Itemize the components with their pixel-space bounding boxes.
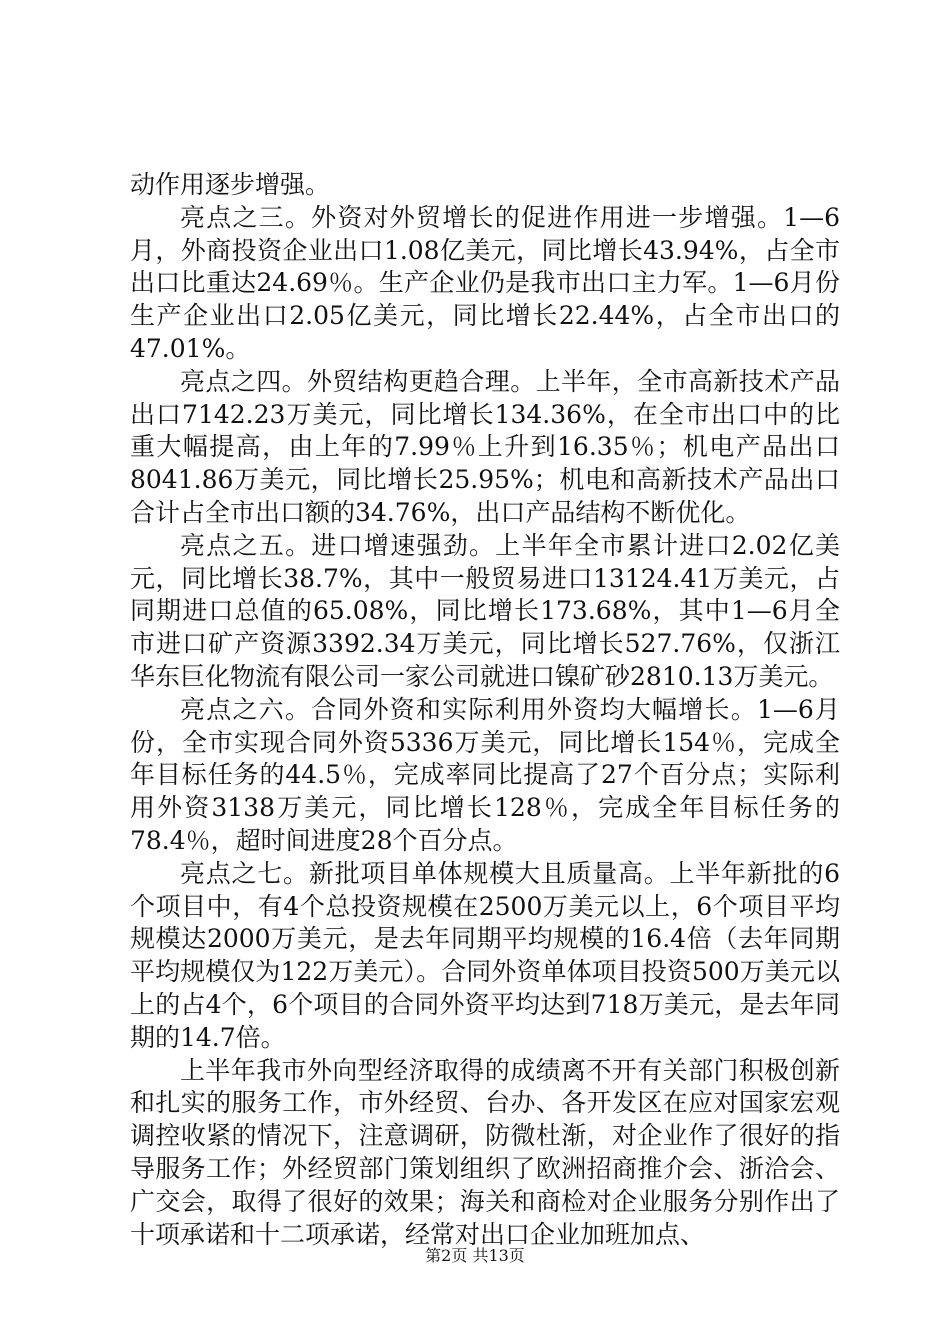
- page-number-footer: 第2页 共13页: [425, 1246, 525, 1265]
- document-body: [130, 169, 840, 1251]
- paragraph-highlight-4: 亮点之四。外贸结构更趋合理。上半年，全市高新技术产品出口7142.23万美元，同比增长134.36%，在全市出口中的比重大幅提高，由上年的7.99％上升到16.35％；机电产品出口8041.86万美元，同比增长25.95%；机电和高新技术产品出口合计占全市出口额的34.76%，出口产品结构不断优化。: [130, 366, 840, 527]
- paragraph-highlight-7: 亮点之七。新批项目单体规模大且质量高。上半年新批的6个项目中，有4个总投资规模在2500万美元以上，6个项目平均规模达2000万美元，是去年同期平均规模的16.4倍（去年同期平均规模仅为122万美元）。合同外资单体项目投资500万美元以上的占4个，6个项目的合同外资平均达到718万美元，是去年同期的14.7倍。: [130, 858, 840, 1052]
- paragraph-summary: 上半年我市外向型经济取得的成绩离不开有关部门积极创新和扎实的服务工作，市外经贸、台办、各开发区在应对国家宏观调控收紧的情况下，注意调研，防微杜渐，对企业作了很好的指导服务工作；外经贸部门策划组织了欧洲招商推介会、浙洽会、广交会，取得了很好的效果；海关和商检对企业服务分别作出了十项承诺和十二项承诺，经常对出口企业加班加点、: [130, 1055, 840, 1249]
- paragraph-highlight-3: 亮点之三。外资对外贸增长的促进作用进一步增强。1—6月，外商投资企业出口1.08亿美元，同比增长43.94%，占全市出口比重达24.69％。生产企业仍是我市出口主力军。1—6月份生产企业出口2.05亿美元，同比增长22.44%，占全市出口的47.01%。: [130, 202, 840, 363]
- paragraph-highlight-5: 亮点之五。进口增速强劲。上半年全市累计进口2.02亿美元，同比增长38.7%，其中一般贸易进口13124.41万美元，占同期进口总值的65.08%，同比增长173.68%，其中1—6月全市进口矿产资源3392.34万美元，同比增长527.76%，仅浙江华东巨化物流有限公司一家公司就进口镍矿砂2810.13万美元。: [130, 530, 840, 691]
- paragraph-continuation: 动作用逐步增强。: [130, 170, 331, 199]
- paragraph-highlight-6: 亮点之六。合同外资和实际利用外资均大幅增长。1—6月份，全市实现合同外资5336万美元，同比增长154％，完成全年目标任务的44.5％，完成率同比提高了27个百分点；实际利用外资3138万美元，同比增长128％，完成全年目标任务的78.4％，超时间进度28个百分点。: [130, 694, 840, 855]
